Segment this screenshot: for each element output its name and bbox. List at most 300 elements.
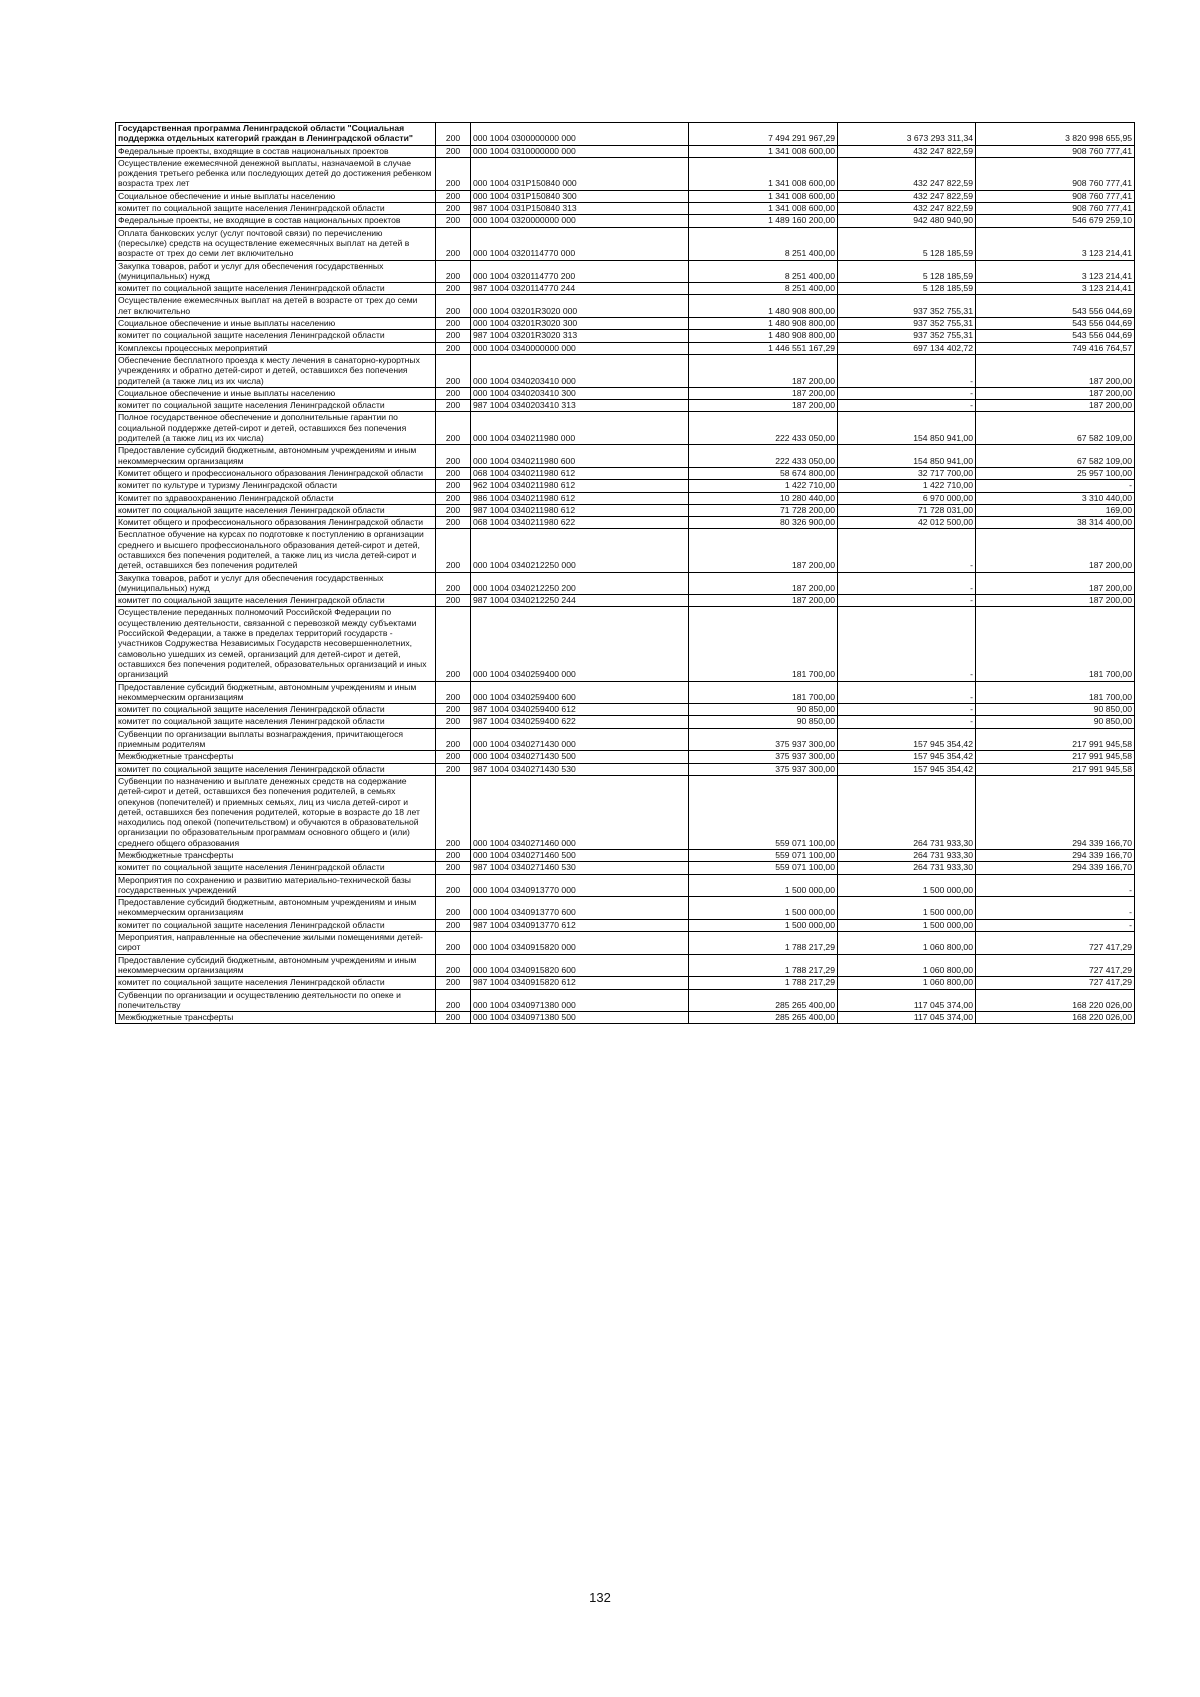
row-value-2-cell: - bbox=[838, 595, 976, 607]
row-code-cell: 200 bbox=[436, 897, 471, 920]
row-name-cell: Государственная программа Ленинградской области "Социальная поддержка отдельных категорий граждан в Ленинградской области" bbox=[116, 123, 436, 146]
row-value-3-cell: 90 850,00 bbox=[976, 704, 1135, 716]
row-name-cell: Субвенции по организации выплаты вознаграждения, причитающегося приемным родителям bbox=[116, 728, 436, 751]
row-value-1-cell: 1 788 217,29 bbox=[689, 977, 838, 989]
table-row bbox=[116, 529, 1135, 572]
row-classification-cell: 987 1004 0340203410 313 bbox=[471, 400, 689, 412]
row-code-cell: 200 bbox=[436, 387, 471, 399]
row-value-3-cell: 67 582 109,00 bbox=[976, 412, 1135, 445]
row-value-2-cell: 432 247 822,59 bbox=[838, 203, 976, 215]
row-value-1-cell: 80 326 900,00 bbox=[689, 517, 838, 529]
table-row bbox=[116, 467, 1135, 479]
row-value-3-cell: 3 310 440,00 bbox=[976, 492, 1135, 504]
row-classification-cell: 987 1004 0340259400 622 bbox=[471, 716, 689, 728]
row-value-1-cell: 222 433 050,00 bbox=[689, 445, 838, 468]
row-value-2-cell: 1 060 800,00 bbox=[838, 954, 976, 977]
row-value-3-cell: 908 760 777,41 bbox=[976, 145, 1135, 157]
row-value-3-cell: 727 417,29 bbox=[976, 932, 1135, 955]
row-value-1-cell: 1 788 217,29 bbox=[689, 932, 838, 955]
row-code-cell: 200 bbox=[436, 492, 471, 504]
row-name-cell: комитет по социальной защите населения Ленинградской области bbox=[116, 595, 436, 607]
row-value-1-cell: 187 200,00 bbox=[689, 400, 838, 412]
row-code-cell: 200 bbox=[436, 977, 471, 989]
table-row bbox=[116, 607, 1135, 681]
row-name-cell: Межбюджетные трансферты bbox=[116, 751, 436, 763]
row-code-cell: 200 bbox=[436, 704, 471, 716]
row-value-1-cell: 1 489 160 200,00 bbox=[689, 215, 838, 227]
row-value-3-cell: 727 417,29 bbox=[976, 954, 1135, 977]
row-value-3-cell: 294 339 166,70 bbox=[976, 862, 1135, 874]
row-code-cell: 200 bbox=[436, 342, 471, 354]
row-classification-cell: 000 1004 0340915820 000 bbox=[471, 932, 689, 955]
row-classification-cell: 000 1004 0320000000 000 bbox=[471, 215, 689, 227]
row-value-1-cell: 187 200,00 bbox=[689, 354, 838, 387]
table-row bbox=[116, 342, 1135, 354]
row-value-2-cell: - bbox=[838, 704, 976, 716]
row-value-2-cell: 937 352 755,31 bbox=[838, 318, 976, 330]
row-name-cell: комитет по социальной защите населения Ленинградской области bbox=[116, 400, 436, 412]
row-classification-cell: 000 1004 0340913770 600 bbox=[471, 897, 689, 920]
row-name-cell: комитет по социальной защите населения Ленинградской области bbox=[116, 283, 436, 295]
row-value-3-cell: - bbox=[976, 919, 1135, 931]
row-value-3-cell: 727 417,29 bbox=[976, 977, 1135, 989]
row-code-cell: 200 bbox=[436, 215, 471, 227]
row-value-1-cell: 1 341 008 600,00 bbox=[689, 157, 838, 190]
row-name-cell: Комитет по здравоохранению Ленинградской области bbox=[116, 492, 436, 504]
row-value-2-cell: 264 731 933,30 bbox=[838, 850, 976, 862]
row-value-2-cell: 432 247 822,59 bbox=[838, 190, 976, 202]
row-value-1-cell: 559 071 100,00 bbox=[689, 775, 838, 849]
row-name-cell: комитет по социальной защите населения Ленинградской области bbox=[116, 504, 436, 516]
row-value-2-cell: - bbox=[838, 387, 976, 399]
row-value-3-cell: 38 314 400,00 bbox=[976, 517, 1135, 529]
table-row bbox=[116, 595, 1135, 607]
table-row bbox=[116, 728, 1135, 751]
row-value-3-cell: 294 339 166,70 bbox=[976, 775, 1135, 849]
table-row bbox=[116, 989, 1135, 1012]
row-code-cell: 200 bbox=[436, 504, 471, 516]
row-value-2-cell: 42 012 500,00 bbox=[838, 517, 976, 529]
table-row bbox=[116, 716, 1135, 728]
row-value-3-cell: 908 760 777,41 bbox=[976, 190, 1135, 202]
row-value-2-cell: 117 045 374,00 bbox=[838, 989, 976, 1012]
row-name-cell: Осуществление ежемесячной денежной выплаты, назначаемой в случае рождения третьего ребенка или последующих детей до достижения ребенком возраста трех лет bbox=[116, 157, 436, 190]
row-value-3-cell: 3 123 214,41 bbox=[976, 260, 1135, 283]
table-row bbox=[116, 977, 1135, 989]
table-row bbox=[116, 504, 1135, 516]
row-classification-cell: 000 1004 031P150840 000 bbox=[471, 157, 689, 190]
table-row bbox=[116, 954, 1135, 977]
row-code-cell: 200 bbox=[436, 467, 471, 479]
row-value-3-cell: 187 200,00 bbox=[976, 400, 1135, 412]
table-row bbox=[116, 681, 1135, 704]
row-name-cell: комитет по социальной защите населения Ленинградской области bbox=[116, 330, 436, 342]
row-classification-cell: 000 1004 0340915820 600 bbox=[471, 954, 689, 977]
row-value-1-cell: 10 280 440,00 bbox=[689, 492, 838, 504]
row-name-cell: Федеральные проекты, входящие в состав национальных проектов bbox=[116, 145, 436, 157]
row-value-1-cell: 71 728 200,00 bbox=[689, 504, 838, 516]
row-value-2-cell: 71 728 031,00 bbox=[838, 504, 976, 516]
table-row bbox=[116, 932, 1135, 955]
row-classification-cell: 000 1004 0340971380 000 bbox=[471, 989, 689, 1012]
row-value-1-cell: 187 200,00 bbox=[689, 595, 838, 607]
row-value-1-cell: 1 788 217,29 bbox=[689, 954, 838, 977]
row-value-2-cell: 942 480 940,90 bbox=[838, 215, 976, 227]
table-row bbox=[116, 572, 1135, 595]
row-value-1-cell: 1 341 008 600,00 bbox=[689, 190, 838, 202]
row-classification-cell: 000 1004 0340259400 600 bbox=[471, 681, 689, 704]
row-classification-cell: 000 1004 0340971380 500 bbox=[471, 1012, 689, 1024]
row-code-cell: 200 bbox=[436, 572, 471, 595]
row-name-cell: Федеральные проекты, не входящие в состав национальных проектов bbox=[116, 215, 436, 227]
row-value-3-cell: 187 200,00 bbox=[976, 387, 1135, 399]
table-row bbox=[116, 387, 1135, 399]
row-name-cell: комитет по социальной защите населения Ленинградской области bbox=[116, 919, 436, 931]
row-value-2-cell: 1 060 800,00 bbox=[838, 932, 976, 955]
row-name-cell: комитет по социальной защите населения Ленинградской области bbox=[116, 716, 436, 728]
table-row bbox=[116, 1012, 1135, 1024]
row-classification-cell: 987 1004 0340271430 530 bbox=[471, 763, 689, 775]
row-value-3-cell: 187 200,00 bbox=[976, 572, 1135, 595]
row-code-cell: 200 bbox=[436, 227, 471, 260]
table-row bbox=[116, 227, 1135, 260]
row-value-1-cell: 559 071 100,00 bbox=[689, 850, 838, 862]
table-row bbox=[116, 260, 1135, 283]
row-classification-cell: 000 1004 0340271460 500 bbox=[471, 850, 689, 862]
row-name-cell: Субвенции по организации и осуществлению деятельности по опеке и попечительству bbox=[116, 989, 436, 1012]
row-value-2-cell: 1 500 000,00 bbox=[838, 874, 976, 897]
table-row bbox=[116, 412, 1135, 445]
row-code-cell: 200 bbox=[436, 607, 471, 681]
row-code-cell: 200 bbox=[436, 932, 471, 955]
row-code-cell: 200 bbox=[436, 681, 471, 704]
row-value-2-cell: 1 060 800,00 bbox=[838, 977, 976, 989]
row-value-3-cell: 181 700,00 bbox=[976, 607, 1135, 681]
row-classification-cell: 000 1004 0340271430 000 bbox=[471, 728, 689, 751]
row-classification-cell: 000 1004 0340212250 200 bbox=[471, 572, 689, 595]
budget-table bbox=[115, 122, 1135, 1024]
row-classification-cell: 000 1004 031P150840 300 bbox=[471, 190, 689, 202]
row-classification-cell: 000 1004 0320114770 200 bbox=[471, 260, 689, 283]
row-classification-cell: 987 1004 031P150840 313 bbox=[471, 203, 689, 215]
row-value-3-cell: 908 760 777,41 bbox=[976, 157, 1135, 190]
row-code-cell: 200 bbox=[436, 123, 471, 146]
table-row bbox=[116, 862, 1135, 874]
row-code-cell: 200 bbox=[436, 989, 471, 1012]
row-classification-cell: 000 1004 0340271430 500 bbox=[471, 751, 689, 763]
row-value-2-cell: - bbox=[838, 681, 976, 704]
row-classification-cell: 000 1004 0310000000 000 bbox=[471, 145, 689, 157]
row-name-cell: Осуществление ежемесячных выплат на детей в возрасте от трех до семи лет включительно bbox=[116, 295, 436, 318]
row-classification-cell: 000 1004 0340212250 000 bbox=[471, 529, 689, 572]
row-classification-cell: 987 1004 0340259400 612 bbox=[471, 704, 689, 716]
row-value-2-cell: - bbox=[838, 529, 976, 572]
row-code-cell: 200 bbox=[436, 283, 471, 295]
table-row bbox=[116, 157, 1135, 190]
row-value-2-cell: 432 247 822,59 bbox=[838, 157, 976, 190]
row-value-2-cell: 264 731 933,30 bbox=[838, 775, 976, 849]
row-classification-cell: 000 1004 0340271460 000 bbox=[471, 775, 689, 849]
row-code-cell: 200 bbox=[436, 412, 471, 445]
row-value-1-cell: 58 674 800,00 bbox=[689, 467, 838, 479]
row-value-3-cell: 3 123 214,41 bbox=[976, 283, 1135, 295]
row-value-1-cell: 7 494 291 967,29 bbox=[689, 123, 838, 146]
row-name-cell: комитет по социальной защите населения Ленинградской области bbox=[116, 704, 436, 716]
row-value-2-cell: 5 128 185,59 bbox=[838, 260, 976, 283]
row-value-3-cell: 181 700,00 bbox=[976, 681, 1135, 704]
row-name-cell: Предоставление субсидий бюджетным, автономным учреждениям и иным некоммерческим организациям bbox=[116, 445, 436, 468]
row-name-cell: комитет по социальной защите населения Ленинградской области bbox=[116, 862, 436, 874]
row-name-cell: Субвенции по назначению и выплате денежных средств на содержание детей-сирот и детей, оставшихся без попечения родителей, в семьях опекунов (попечителей) и приемных семьях, лиц из числа детей-сирот и детей, оставшихся без попечения родителей, которые в возрасте до 18 лет находились под опекой (попечительством) и обучаются в образовательной организации по образовательным программам основного общего и (или) среднего общего образования bbox=[116, 775, 436, 849]
row-code-cell: 200 bbox=[436, 595, 471, 607]
row-value-3-cell: 25 957 100,00 bbox=[976, 467, 1135, 479]
row-name-cell: Осуществление переданных полномочий Российской Федерации по осуществлению деятельности, связанной с перевозкой между субъектами Российской Федерации, а также в пределах территорий государств - участников Содружества Независимых Государств несовершеннолетних, самовольно ушедших из семей, организаций для детей-сирот и детей, оставшихся без попечения родителей, образовательных организаций и иных организаций bbox=[116, 607, 436, 681]
row-classification-cell: 000 1004 03201R3020 300 bbox=[471, 318, 689, 330]
row-value-3-cell: 168 220 026,00 bbox=[976, 989, 1135, 1012]
row-value-2-cell: 432 247 822,59 bbox=[838, 145, 976, 157]
row-value-3-cell: - bbox=[976, 480, 1135, 492]
row-name-cell: Социальное обеспечение и иные выплаты населению bbox=[116, 190, 436, 202]
row-value-3-cell: - bbox=[976, 874, 1135, 897]
row-value-3-cell: 749 416 764,57 bbox=[976, 342, 1135, 354]
table-row bbox=[116, 215, 1135, 227]
row-value-2-cell: 154 850 941,00 bbox=[838, 445, 976, 468]
table-row bbox=[116, 704, 1135, 716]
row-name-cell: Обеспечение бесплатного проезда к месту лечения в санаторно-курортных учреждениях и обратно детей-сирот и детей, оставшихся без попечения родителей (а также лиц из их числа) bbox=[116, 354, 436, 387]
row-classification-cell: 986 1004 0340211980 612 bbox=[471, 492, 689, 504]
row-classification-cell: 987 1004 0340913770 612 bbox=[471, 919, 689, 931]
row-code-cell: 200 bbox=[436, 480, 471, 492]
row-value-2-cell: 3 673 293 311,34 bbox=[838, 123, 976, 146]
row-code-cell: 200 bbox=[436, 517, 471, 529]
row-value-2-cell: 1 500 000,00 bbox=[838, 897, 976, 920]
row-name-cell: Мероприятия, направленные на обеспечение жилыми помещениями детей-сирот bbox=[116, 932, 436, 955]
row-value-2-cell: 5 128 185,59 bbox=[838, 227, 976, 260]
table-row bbox=[116, 318, 1135, 330]
row-value-3-cell: 168 220 026,00 bbox=[976, 1012, 1135, 1024]
table-row bbox=[116, 897, 1135, 920]
row-value-3-cell: 546 679 259,10 bbox=[976, 215, 1135, 227]
row-name-cell: Полное государственное обеспечение и дополнительные гарантии по социальной поддержке детей-сирот и детей, оставшихся без попечения родителей (а также лиц из их числа) bbox=[116, 412, 436, 445]
row-code-cell: 200 bbox=[436, 862, 471, 874]
row-value-1-cell: 181 700,00 bbox=[689, 681, 838, 704]
row-value-1-cell: 181 700,00 bbox=[689, 607, 838, 681]
row-code-cell: 200 bbox=[436, 145, 471, 157]
row-value-1-cell: 1 341 008 600,00 bbox=[689, 145, 838, 157]
table-row bbox=[116, 850, 1135, 862]
row-value-2-cell: 157 945 354,42 bbox=[838, 751, 976, 763]
table-row bbox=[116, 354, 1135, 387]
row-value-3-cell: 3 820 998 655,95 bbox=[976, 123, 1135, 146]
row-classification-cell: 000 1004 0340211980 000 bbox=[471, 412, 689, 445]
row-classification-cell: 987 1004 03201R3020 313 bbox=[471, 330, 689, 342]
row-value-2-cell: 937 352 755,31 bbox=[838, 295, 976, 318]
row-value-2-cell: 1 500 000,00 bbox=[838, 919, 976, 931]
table-row bbox=[116, 763, 1135, 775]
row-value-3-cell: 67 582 109,00 bbox=[976, 445, 1135, 468]
row-value-2-cell: 937 352 755,31 bbox=[838, 330, 976, 342]
row-value-1-cell: 187 200,00 bbox=[689, 572, 838, 595]
row-code-cell: 200 bbox=[436, 330, 471, 342]
budget-sheet bbox=[115, 122, 1134, 1024]
row-code-cell: 200 bbox=[436, 954, 471, 977]
page-number: 132 bbox=[589, 1590, 611, 1605]
row-value-2-cell: 264 731 933,30 bbox=[838, 862, 976, 874]
row-value-3-cell: 217 991 945,58 bbox=[976, 751, 1135, 763]
row-value-3-cell: 3 123 214,41 bbox=[976, 227, 1135, 260]
table-row bbox=[116, 295, 1135, 318]
row-value-1-cell: 375 937 300,00 bbox=[689, 751, 838, 763]
table-row bbox=[116, 874, 1135, 897]
row-name-cell: Оплата банковских услуг (услуг почтовой связи) по перечислению (пересылке) средств на осуществление ежемесячных выплат на детей в возрасте от трех до семи лет включительно bbox=[116, 227, 436, 260]
row-code-cell: 200 bbox=[436, 716, 471, 728]
row-value-1-cell: 1 500 000,00 bbox=[689, 897, 838, 920]
row-classification-cell: 068 1004 0340211980 622 bbox=[471, 517, 689, 529]
row-name-cell: Комплексы процессных мероприятий bbox=[116, 342, 436, 354]
row-classification-cell: 000 1004 0340203410 300 bbox=[471, 387, 689, 399]
row-code-cell: 200 bbox=[436, 318, 471, 330]
row-classification-cell: 000 1004 0340913770 000 bbox=[471, 874, 689, 897]
row-classification-cell: 000 1004 0320114770 000 bbox=[471, 227, 689, 260]
row-value-1-cell: 1 446 551 167,29 bbox=[689, 342, 838, 354]
row-code-cell: 200 bbox=[436, 203, 471, 215]
row-code-cell: 200 bbox=[436, 400, 471, 412]
row-value-1-cell: 1 480 908 800,00 bbox=[689, 295, 838, 318]
table-row bbox=[116, 751, 1135, 763]
row-value-1-cell: 559 071 100,00 bbox=[689, 862, 838, 874]
row-name-cell: Межбюджетные трансферты bbox=[116, 850, 436, 862]
row-code-cell: 200 bbox=[436, 919, 471, 931]
row-value-2-cell: 1 422 710,00 bbox=[838, 480, 976, 492]
row-value-3-cell: 543 556 044,69 bbox=[976, 330, 1135, 342]
row-value-3-cell: 187 200,00 bbox=[976, 595, 1135, 607]
row-classification-cell: 987 1004 0340271460 530 bbox=[471, 862, 689, 874]
row-value-2-cell: 157 945 354,42 bbox=[838, 728, 976, 751]
row-classification-cell: 000 1004 0340259400 000 bbox=[471, 607, 689, 681]
budget-table-body bbox=[116, 123, 1135, 1024]
row-name-cell: комитет по социальной защите населения Ленинградской области bbox=[116, 977, 436, 989]
row-code-cell: 200 bbox=[436, 850, 471, 862]
row-value-1-cell: 375 937 300,00 bbox=[689, 763, 838, 775]
row-value-3-cell: 543 556 044,69 bbox=[976, 318, 1135, 330]
row-value-1-cell: 375 937 300,00 bbox=[689, 728, 838, 751]
row-value-1-cell: 90 850,00 bbox=[689, 704, 838, 716]
row-classification-cell: 987 1004 0340212250 244 bbox=[471, 595, 689, 607]
row-value-2-cell: 32 717 700,00 bbox=[838, 467, 976, 479]
table-row bbox=[116, 480, 1135, 492]
row-value-1-cell: 187 200,00 bbox=[689, 529, 838, 572]
row-code-cell: 200 bbox=[436, 775, 471, 849]
row-value-1-cell: 1 341 008 600,00 bbox=[689, 203, 838, 215]
row-code-cell: 200 bbox=[436, 529, 471, 572]
row-value-1-cell: 8 251 400,00 bbox=[689, 283, 838, 295]
row-code-cell: 200 bbox=[436, 728, 471, 751]
table-row bbox=[116, 190, 1135, 202]
row-value-3-cell: 169,00 bbox=[976, 504, 1135, 516]
row-value-1-cell: 222 433 050,00 bbox=[689, 412, 838, 445]
row-name-cell: Социальное обеспечение и иные выплаты населению bbox=[116, 318, 436, 330]
row-value-2-cell: 154 850 941,00 bbox=[838, 412, 976, 445]
row-value-1-cell: 285 265 400,00 bbox=[689, 989, 838, 1012]
row-value-1-cell: 1 422 710,00 bbox=[689, 480, 838, 492]
row-value-3-cell: 294 339 166,70 bbox=[976, 850, 1135, 862]
table-row bbox=[116, 400, 1135, 412]
table-row bbox=[116, 517, 1135, 529]
row-value-2-cell: - bbox=[838, 607, 976, 681]
row-value-2-cell: 117 045 374,00 bbox=[838, 1012, 976, 1024]
row-value-1-cell: 285 265 400,00 bbox=[689, 1012, 838, 1024]
row-value-1-cell: 1 480 908 800,00 bbox=[689, 318, 838, 330]
row-name-cell: комитет по социальной защите населения Ленинградской области bbox=[116, 763, 436, 775]
row-name-cell: Бесплатное обучение на курсах по подготовке к поступлению в организации среднего и высшего профессионального образования детей-сирот и детей, оставшихся без попечения родителей, а также лиц из числа детей-сирот и детей, оставшихся без попечения родителей bbox=[116, 529, 436, 572]
row-name-cell: Предоставление субсидий бюджетным, автономным учреждениям и иным некоммерческим организациям bbox=[116, 954, 436, 977]
row-value-2-cell: - bbox=[838, 400, 976, 412]
table-row bbox=[116, 919, 1135, 931]
row-value-1-cell: 90 850,00 bbox=[689, 716, 838, 728]
row-code-cell: 200 bbox=[436, 751, 471, 763]
row-value-1-cell: 8 251 400,00 bbox=[689, 260, 838, 283]
row-classification-cell: 987 1004 0320114770 244 bbox=[471, 283, 689, 295]
row-value-3-cell: 90 850,00 bbox=[976, 716, 1135, 728]
row-classification-cell: 987 1004 0340211980 612 bbox=[471, 504, 689, 516]
table-row bbox=[116, 775, 1135, 849]
row-classification-cell: 068 1004 0340211980 612 bbox=[471, 467, 689, 479]
row-value-2-cell: 5 128 185,59 bbox=[838, 283, 976, 295]
row-value-3-cell: 217 991 945,58 bbox=[976, 728, 1135, 751]
row-name-cell: Межбюджетные трансферты bbox=[116, 1012, 436, 1024]
row-name-cell: Закупка товаров, работ и услуг для обеспечения государственных (муниципальных) нужд bbox=[116, 260, 436, 283]
row-code-cell: 200 bbox=[436, 874, 471, 897]
row-value-2-cell: - bbox=[838, 572, 976, 595]
row-name-cell: Комитет общего и профессионального образования Ленинградской области bbox=[116, 517, 436, 529]
row-name-cell: Предоставление субсидий бюджетным, автономным учреждениям и иным некоммерческим организациям bbox=[116, 897, 436, 920]
table-row bbox=[116, 203, 1135, 215]
row-value-2-cell: 697 134 402,72 bbox=[838, 342, 976, 354]
row-value-3-cell: - bbox=[976, 897, 1135, 920]
row-classification-cell: 987 1004 0340915820 612 bbox=[471, 977, 689, 989]
row-name-cell: Социальное обеспечение и иные выплаты населению bbox=[116, 387, 436, 399]
table-row bbox=[116, 330, 1135, 342]
row-name-cell: Закупка товаров, работ и услуг для обеспечения государственных (муниципальных) нужд bbox=[116, 572, 436, 595]
row-classification-cell: 000 1004 0340000000 000 bbox=[471, 342, 689, 354]
row-name-cell: комитет по культуре и туризму Ленинградской области bbox=[116, 480, 436, 492]
row-value-1-cell: 1 500 000,00 bbox=[689, 874, 838, 897]
row-code-cell: 200 bbox=[436, 763, 471, 775]
row-value-2-cell: - bbox=[838, 354, 976, 387]
row-value-3-cell: 187 200,00 bbox=[976, 354, 1135, 387]
row-value-2-cell: 157 945 354,42 bbox=[838, 763, 976, 775]
table-row bbox=[116, 283, 1135, 295]
row-code-cell: 200 bbox=[436, 190, 471, 202]
row-value-1-cell: 1 480 908 800,00 bbox=[689, 330, 838, 342]
table-row bbox=[116, 145, 1135, 157]
row-name-cell: Мероприятия по сохранению и развитию материально-технической базы государственных учреждений bbox=[116, 874, 436, 897]
row-value-3-cell: 187 200,00 bbox=[976, 529, 1135, 572]
row-code-cell: 200 bbox=[436, 445, 471, 468]
row-code-cell: 200 bbox=[436, 157, 471, 190]
row-classification-cell: 000 1004 03201R3020 000 bbox=[471, 295, 689, 318]
row-value-1-cell: 8 251 400,00 bbox=[689, 227, 838, 260]
row-classification-cell: 000 1004 0340211980 600 bbox=[471, 445, 689, 468]
row-value-3-cell: 908 760 777,41 bbox=[976, 203, 1135, 215]
row-name-cell: Комитет общего и профессионального образования Ленинградской области bbox=[116, 467, 436, 479]
row-value-3-cell: 217 991 945,58 bbox=[976, 763, 1135, 775]
row-code-cell: 200 bbox=[436, 1012, 471, 1024]
table-row bbox=[116, 123, 1135, 146]
row-value-2-cell: 6 970 000,00 bbox=[838, 492, 976, 504]
row-code-cell: 200 bbox=[436, 295, 471, 318]
row-classification-cell: 000 1004 0300000000 000 bbox=[471, 123, 689, 146]
